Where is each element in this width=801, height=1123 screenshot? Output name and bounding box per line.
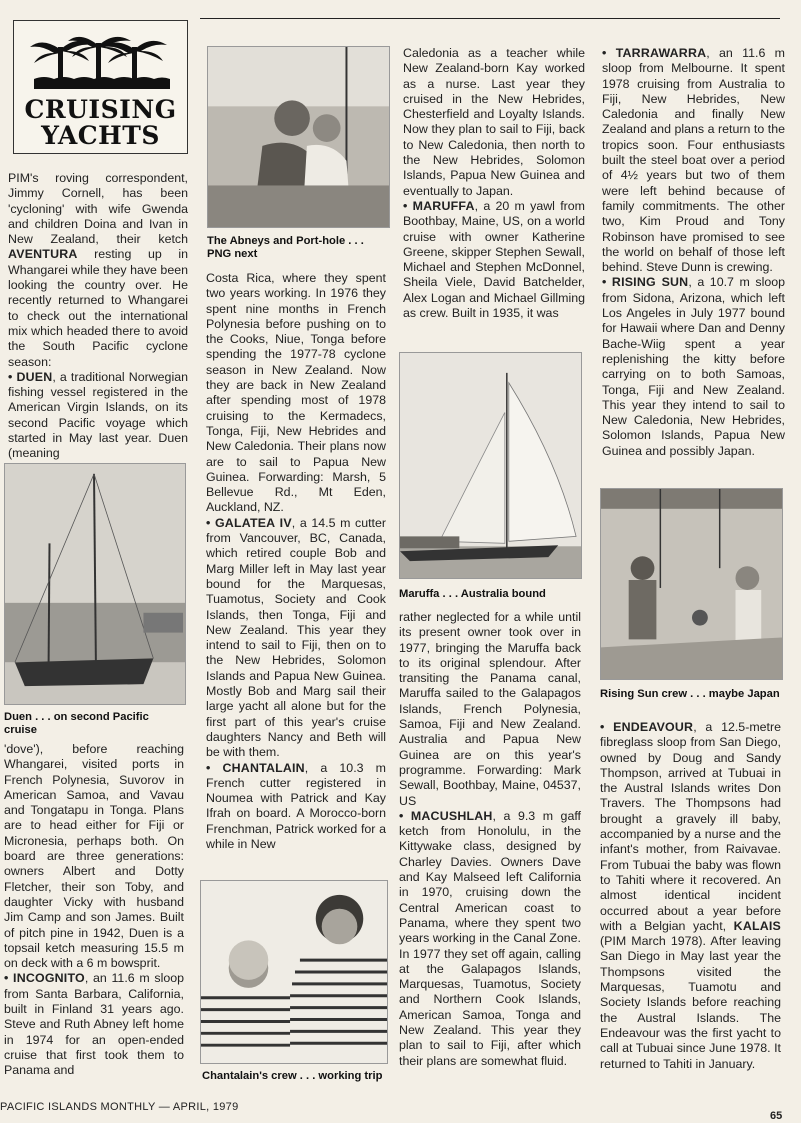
section-title-line1: CRUISING (24, 95, 177, 124)
yacht-name-macushlah: MACUSHLAH (410, 808, 493, 823)
maruffa-paragraph-cont: rather neglected for a while until its present owner took over in 1977, bringing the Maruffa back to its original splendour. After transiting the Panama canal, Maruffa sailed to the Galapagos Islands, French Polynesia, Samoa, Fiji and New Zealand. Australia and Papua New Guinea are on this year's programme. Forwarding: Mark Sewall, Boothbay, Maine, 04537, US (399, 610, 581, 808)
endeavour-paragraph: • ENDEAVOUR, a 12.5-metre fibreglass sloop from San Diego, owned by Doug and Sandy Thompson, arrived at Tubuai in the Austral Islands writes Don Travers. The Thompsons had brought a gravely ill baby, accompanied by a nurse and the infant's mother, from Raivavae. From Tubuai the baby was flown to Tahiti where it recovered. An almost identical incident occurred about a year before with a Belgian yacht, KALAIS (PIM March 1978). After leaving San Diego in May last year the Thompsons visited the Marquesas, Tuamotu and Society Islands before reaching the Austral Islands. The Endeavour was the first yacht to call at Tubuai since June 1978. It returned to Tahiti in January. (600, 720, 781, 1071)
yacht-name-duen: DUEN (16, 369, 53, 384)
page-number: 65 (770, 1110, 783, 1122)
yacht-name-galatea: GALATEA IV (214, 515, 292, 530)
caption-rising-sun: Rising Sun crew . . . maybe Japan (600, 688, 780, 700)
caption-duen: Duen . . . on second Pacific cruise (4, 711, 149, 736)
column-3-top (403, 46, 585, 321)
yacht-name-endeavour: ENDEAVOUR (613, 720, 694, 734)
photo-maruffa (399, 352, 582, 579)
palm-trees-icon (14, 27, 189, 97)
duen-paragraph-cont: 'dove'), before reaching Whangarei, visited ports in French Polynesia, Suvorov in American Samoa, and Vavau and Tongatapu in Tonga. Plans are to head either for Fiji or Micronesia, perhaps both. On board are three generations: owners Albert and Dotty Fletcher, their son Toby, and daughter Vicky with husband Jim Camp and son James. Built of pitch pine in 1942, Duen is a topsail ketch measuring 15.5 m on deck with a 6 m bowsprit. (4, 742, 184, 971)
photo-rising-sun-crew (600, 488, 783, 680)
yacht-name-rising-sun: RISING SUN (611, 275, 689, 290)
section-title-line2: YACHTS (41, 121, 160, 150)
macushlah-paragraph: • MACUSHLAH, a 9.3 m gaff ketch from Honolulu, in the Kittywake class, designed by Charley Davies. Owners Dave and Kay Malseed left California in 1970, cruising down the Central American coast to Panama, where they spent two years working in the Canal Zone. In 1977 they set off again, calling at the Galapagos Islands, Marquesas, Tuamotus, Society and Northern Cook Islands, American Samoa, Tonga and New Zealand. This year they plan to sail to Fiji, after which their plans are somewhat fluid. (399, 808, 582, 1068)
incognito-paragraph: • INCOGNITO, an 11.6 m sloop from Santa Barbara, California, built in Finland 31 years ago. Steve and Ruth Abney left home in 1974 for an open-ended cruise that first took them to Panama and (4, 971, 184, 1078)
tarrawarra-paragraph: • TARRAWARRA, an 11.6 m sloop from Melbourne. It spent 1978 cruising from Australia to Fiji, New Hebrides, New Caledonia and finally New Zealand and plans a return to the tropics soon. Four enthusiasts built the steel boat over a period of 4½ years but two of them were left behind because of family commitments. The other two, Kim Proud and Tony Robinson have promised to see the world on behalf of those left behind. Steve Dunn is crewing. (602, 46, 785, 275)
column-4-top (602, 46, 785, 459)
yacht-name-chantalain: CHANTALAIN (222, 760, 305, 775)
photo-abneys (207, 46, 390, 228)
maruffa-paragraph: • MARUFFA, a 20 m yawl from Boothbay, Maine, US, on a world cruise with owner Katherine Greene, skipper Stephen Sewall, Michael and Stephen McDonnel, Sheila Viele, David Batchelder, Alex Logan and Michael Gillming as crew. Built in 1935, it was (403, 198, 585, 321)
yacht-name-maruffa: MARUFFA (412, 198, 475, 213)
chantalain-paragraph: • CHANTALAIN, a 10.3 m French cutter registered in Noumea with Patrick and Kay Ifrah on board. A Morocco-born Frenchman, Patrick worked for a while in New (206, 760, 386, 851)
column-1-top (8, 171, 188, 462)
top-rule (200, 18, 780, 19)
column-4-bottom (600, 720, 781, 1072)
photo-duen (4, 463, 186, 705)
caption-chantalain: Chantalain's crew . . . working trip (202, 1070, 383, 1082)
column-1-bottom (4, 742, 184, 1079)
column-2 (206, 271, 386, 852)
yacht-name-kalais: KALAIS (733, 918, 781, 933)
duen-paragraph: • DUEN, a traditional Norwegian fishing vessel registered in the American Virgin Islands, on its second Pacific voyage which started in May last year. Duen (meaning (8, 369, 188, 461)
incognito-paragraph-cont: Costa Rica, where they spent two years working. In 1976 they spent nine months in French Polynesia before pushing on to the Cooks, Niue, Tonga before spending the 1977-78 cyclone season in New Zealand. Now they are back in New Zealand after spending most of 1978 cruising to the Kermadecs, Tonga, Fiji, New Hebrides and New Caledonia. Their plans now are to sail to Papua New Guinea. Forwarding: Marsh, 5 Bellevue Rd., Mt Eden, Auckland, NZ. (206, 271, 386, 515)
column-3-bottom (399, 610, 581, 1069)
intro-paragraph: PIM's roving correspondent, Jimmy Cornell, has been 'cycloning' with wife Gwenda and children Doina and Ivan in New Zealand, their ketch AVENTURA resting up in Whangarei while they have been looking the country over. He recently returned to Whangarei to check out the international mix which headed there to avoid the South Pacific cyclone season: (8, 171, 188, 369)
yacht-name-aventura: AVENTURA (8, 247, 78, 262)
section-logo (13, 20, 188, 154)
yacht-name-tarrawarra: TARRAWARRA (615, 46, 707, 60)
rising-sun-paragraph: • RISING SUN, a 10.7 m sloop from Sidona, Arizona, which left Los Angeles in July 1977 bound for Hawaii where Dan and Denny Bache-Wiig spent a year replenishing the kitty before carrying on to both Samoas, Tonga, Fiji and New Zealand. This year they intend to sail to New Caledonia, New Hebrides, Solomon Islands, Papua New Guinea and possibly Japan. (602, 275, 785, 458)
yacht-name-incognito: INCOGNITO (13, 971, 85, 986)
chantalain-paragraph-cont: Caledonia as a teacher while New Zealand-born Kay worked as a nurse. Last year they cruised in the New Hebrides, Chesterfield and Loyalty Islands. Now they plan to sail to Fiji, back to New Caledonia, then north to the New Hebrides, Solomon Islands, Papua New Guinea and eventually to Japan. (403, 46, 585, 198)
publication-footer: PACIFIC ISLANDS MONTHLY — APRIL, 1979 (0, 1101, 239, 1113)
caption-abneys: The Abneys and Port-hole . . . PNG next (207, 235, 364, 260)
photo-chantalain-crew (200, 880, 388, 1064)
galatea-paragraph: • GALATEA IV, a 14.5 m cutter from Vancouver, BC, Canada, which retired couple Bob and Marg Miller left in May last year bound for the Marquesas, Tuamotus, Society and Cook Islands, then Tonga, Fiji and New Zealand. This year they intend to sail to Fiji, then on to the New Hebrides, Solomon Islands and Papua New Guinea. Mostly Bob and Marg sail their large yacht all alone but for the first part of this year's cruise daughters Nancy and Beth will be with them. (206, 515, 387, 760)
caption-maruffa: Maruffa . . . Australia bound (399, 588, 546, 600)
